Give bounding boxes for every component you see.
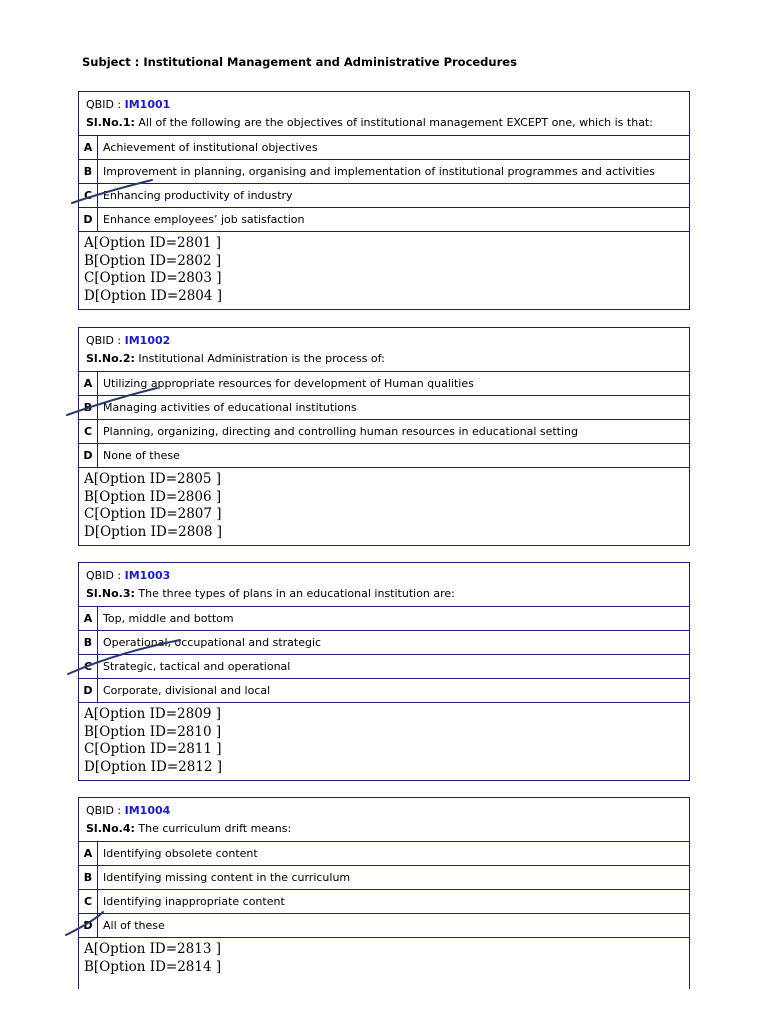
question-text-line	[86, 585, 682, 603]
qbid-value: IM1001	[124, 98, 171, 111]
option-letter: B	[79, 631, 98, 654]
subject-title: Subject : Institutional Management and Administrative Procedures	[82, 55, 517, 69]
question-text-line	[86, 820, 682, 838]
option-text: Identifying inappropriate content	[103, 895, 285, 908]
option-id-b: B[Option ID=2810 ]	[84, 723, 222, 740]
question-text: All of the following are the objectives of institutional management EXCEPT one, which is that:	[134, 116, 653, 129]
option-row-a	[79, 372, 689, 396]
option-row-c	[79, 655, 689, 679]
option-id-a: A[Option ID=2801 ]	[84, 235, 221, 251]
option-id-b: B[Option ID=2802 ]	[84, 252, 222, 269]
question-text-line	[86, 114, 682, 132]
qbid-label: QBID :	[86, 98, 125, 111]
option-letter: A	[79, 607, 98, 630]
qbid-label: QBID :	[86, 569, 125, 582]
option-id-c: C[Option ID=2803 ]	[84, 270, 222, 287]
option-letter: C	[79, 655, 98, 678]
option-id-d: D[Option ID=2812 ]	[84, 758, 223, 775]
option-text: Top, middle and bottom	[103, 612, 234, 625]
option-text: Improvement in planning, organising and implementation of institutional programmes and activities	[103, 165, 655, 178]
option-row-b	[79, 631, 689, 655]
option-text: Identifying missing content in the curriculum	[103, 871, 351, 884]
qbid-line	[86, 96, 682, 114]
qbid-value: IM1002	[124, 334, 171, 347]
serial-number: Sl.No.1:	[86, 116, 135, 129]
question-text: The three types of plans in an educational institution are:	[134, 587, 455, 600]
option-row-b	[79, 160, 689, 184]
option-id-d: D[Option ID=2804 ]	[84, 287, 223, 304]
option-text: Achievement of institutional objectives	[103, 141, 318, 154]
option-letter: B	[79, 160, 98, 183]
option-ids	[79, 232, 689, 309]
option-row-c	[79, 420, 689, 444]
option-letter: B	[79, 866, 98, 889]
qbid-label: QBID :	[86, 804, 125, 817]
qbid-line	[86, 332, 682, 350]
option-letter: C	[79, 420, 98, 443]
option-id-c: C[Option ID=2807 ]	[84, 506, 222, 523]
option-text: All of these	[103, 919, 165, 932]
option-ids	[79, 938, 689, 980]
option-row-b	[79, 396, 689, 420]
option-row-d	[79, 914, 689, 938]
question-card-3	[78, 562, 690, 781]
option-id-b: B[Option ID=2814 ]	[84, 958, 222, 975]
option-text: Enhancing productivity of industry	[103, 189, 293, 202]
question-card-4	[78, 797, 690, 989]
option-ids	[79, 468, 689, 545]
option-text: Planning, organizing, directing and controlling human resources in educational setting	[103, 425, 579, 438]
option-text: Corporate, divisional and local	[103, 684, 271, 697]
serial-number: Sl.No.4:	[86, 822, 135, 835]
option-row-c	[79, 890, 689, 914]
option-letter: D	[79, 208, 98, 231]
question-header	[79, 328, 689, 372]
serial-number: Sl.No.3:	[86, 587, 135, 600]
option-text: Enhance employees’ job satisfaction	[103, 213, 305, 226]
option-id-b: B[Option ID=2806 ]	[84, 488, 222, 505]
option-letter: A	[79, 136, 98, 159]
question-header	[79, 563, 689, 607]
option-row-a	[79, 136, 689, 160]
option-letter: D	[79, 679, 98, 702]
qbid-line	[86, 802, 682, 820]
question-header	[79, 798, 689, 842]
option-letter: C	[79, 184, 98, 207]
option-row-c	[79, 184, 689, 208]
question-text: Institutional Administration is the process of:	[134, 352, 385, 365]
option-id-a: A[Option ID=2813 ]	[84, 941, 221, 957]
option-letter: A	[79, 372, 98, 395]
question-header	[79, 92, 689, 136]
option-text: Identifying obsolete content	[103, 847, 258, 860]
option-letter: C	[79, 890, 98, 913]
option-row-b	[79, 866, 689, 890]
option-id-a: A[Option ID=2805 ]	[84, 471, 221, 487]
option-row-a	[79, 842, 689, 866]
option-id-c: C[Option ID=2811 ]	[84, 741, 222, 758]
option-letter: B	[79, 396, 98, 419]
option-text: Utilizing appropriate resources for development of Human qualities	[103, 377, 474, 390]
option-id-d: D[Option ID=2808 ]	[84, 523, 223, 540]
question-card-2	[78, 327, 690, 546]
serial-number: Sl.No.2:	[86, 352, 135, 365]
option-text: Operational, occupational and strategic	[103, 636, 322, 649]
question-text-line	[86, 350, 682, 368]
option-text: Managing activities of educational institutions	[103, 401, 357, 414]
qbid-value: IM1003	[124, 569, 171, 582]
option-letter: D	[79, 914, 98, 937]
qbid-label: QBID :	[86, 334, 125, 347]
option-row-d	[79, 208, 689, 232]
question-card-1	[78, 91, 690, 310]
option-text: Strategic, tactical and operational	[103, 660, 291, 673]
question-text: The curriculum drift means:	[134, 822, 292, 835]
option-row-d	[79, 444, 689, 468]
option-id-a: A[Option ID=2809 ]	[84, 706, 221, 722]
option-ids	[79, 703, 689, 780]
qbid-value: IM1004	[124, 804, 171, 817]
option-row-d	[79, 679, 689, 703]
option-letter: D	[79, 444, 98, 467]
option-row-a	[79, 607, 689, 631]
option-letter: A	[79, 842, 98, 865]
qbid-line	[86, 567, 682, 585]
option-text: None of these	[103, 449, 180, 462]
